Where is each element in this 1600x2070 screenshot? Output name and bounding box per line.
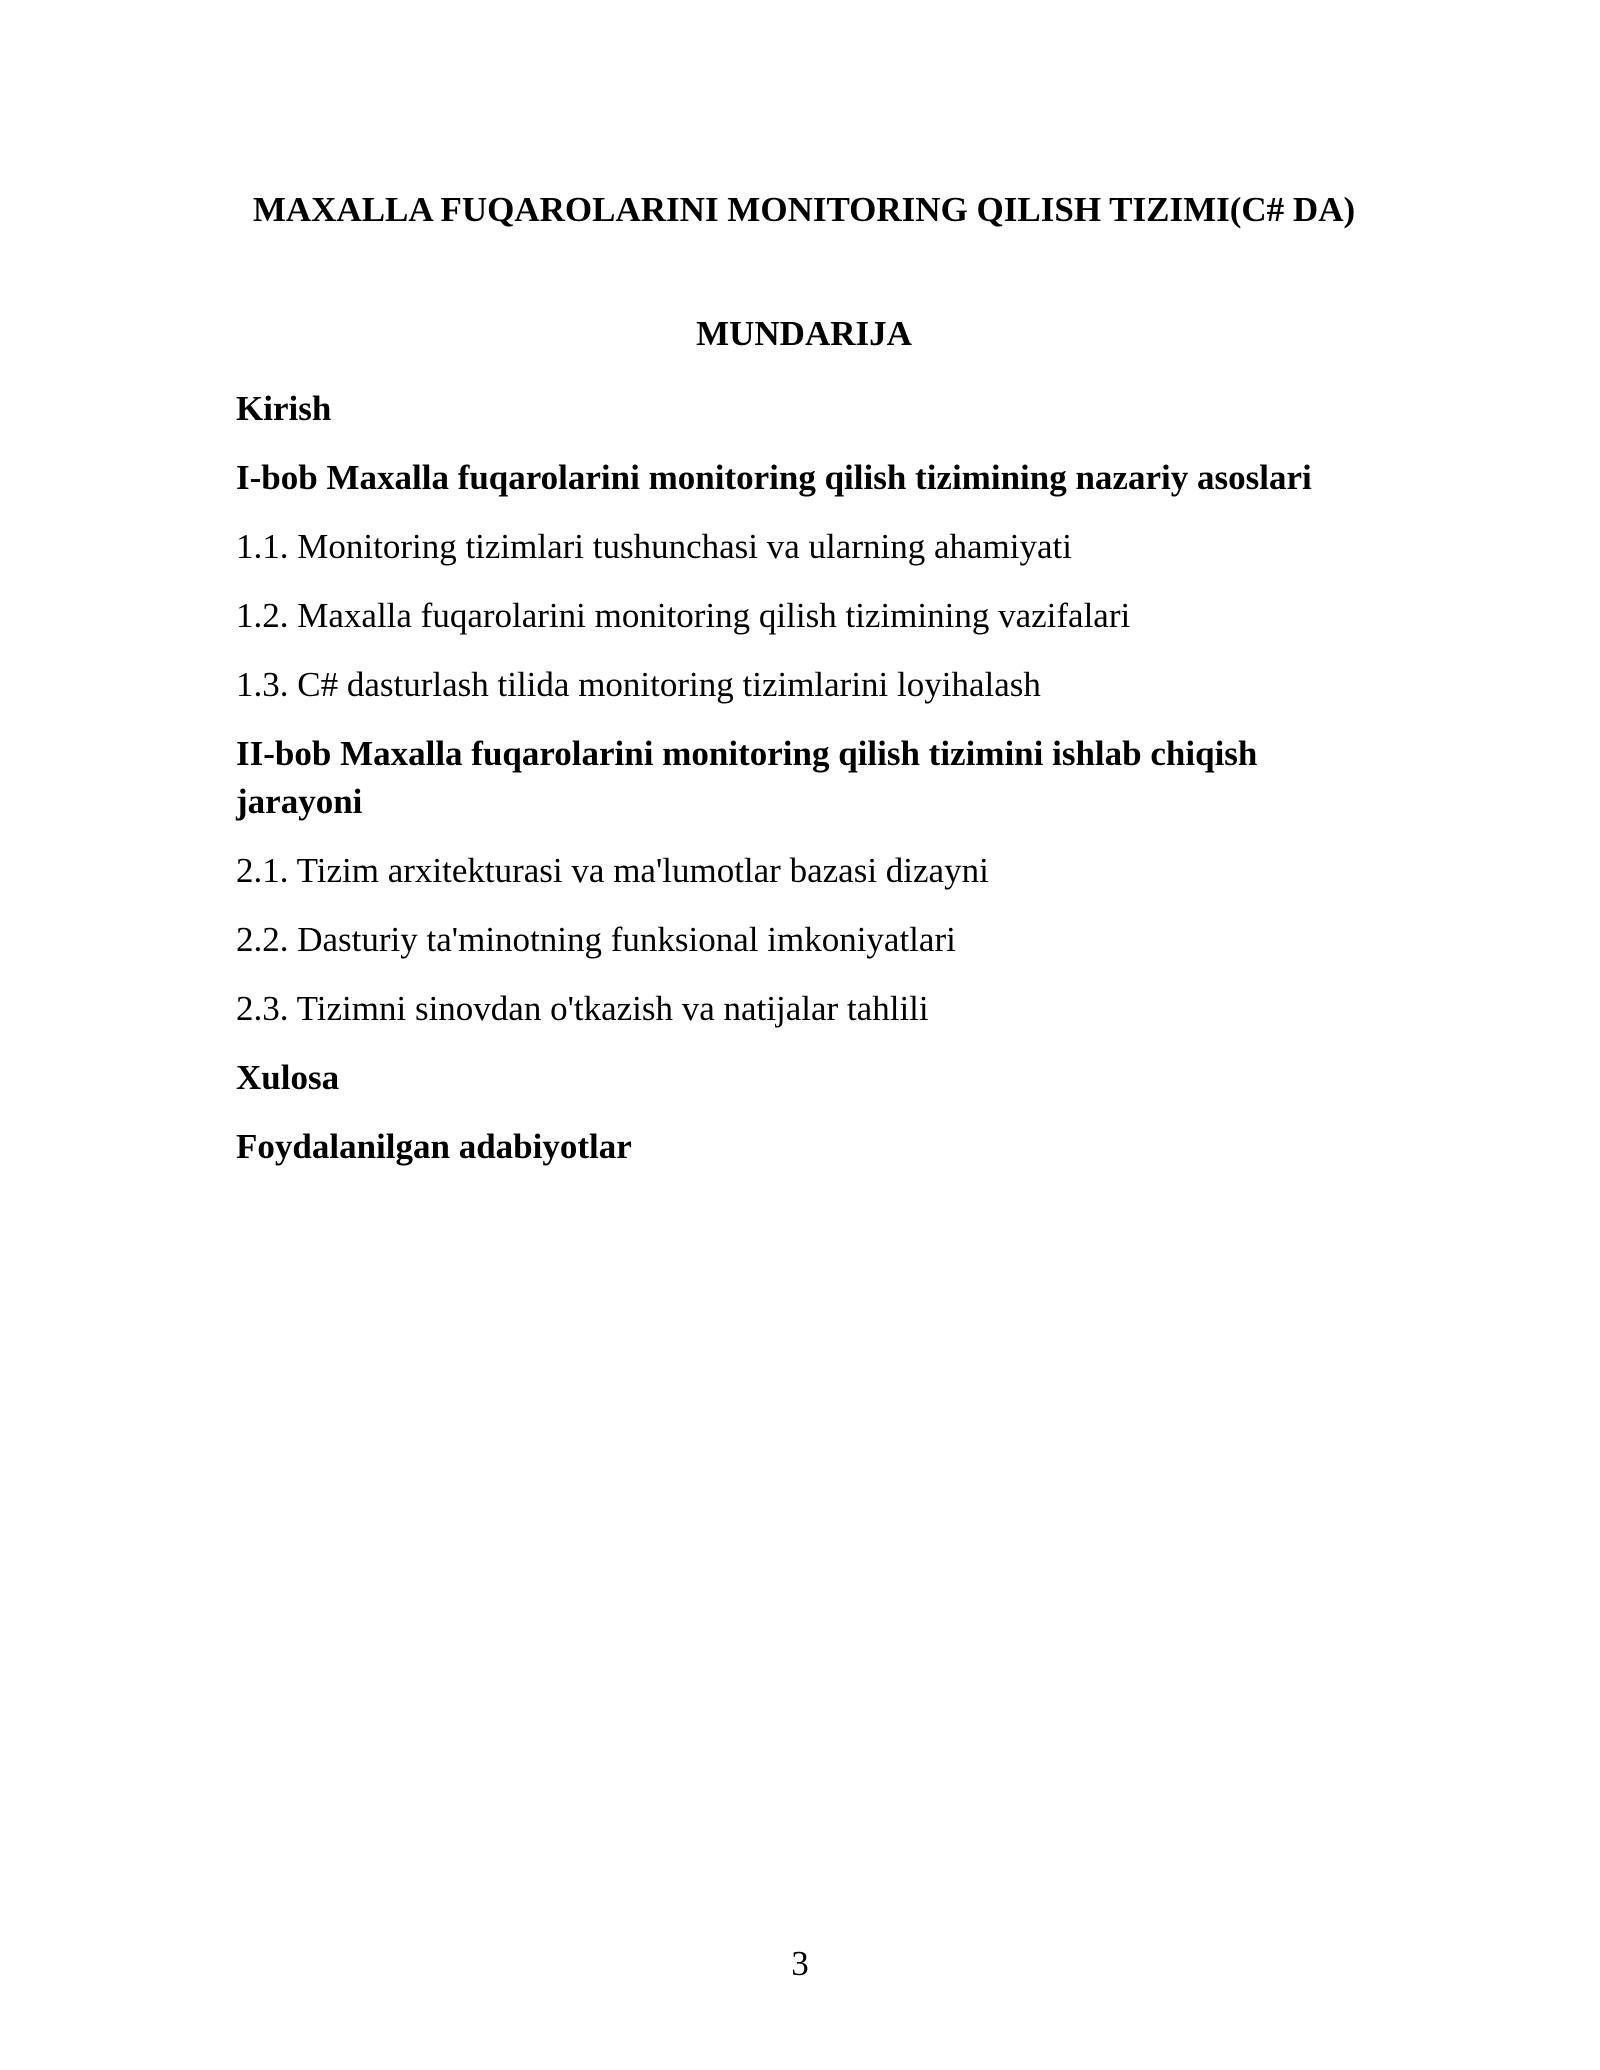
toc-entry-2-1: 2.1. Tizim arxitekturasi va ma'lumotlar bazasi dizayni [236,851,989,890]
toc-heading: MUNDARIJA [696,314,912,353]
toc-entry-references: Foydalanilgan adabiyotlar [236,1127,632,1166]
toc-entry-chapter-2: II-bob Maxalla fuqarolarini monitoring qilish tizimini ishlab chiqish jarayoni [236,734,1258,821]
toc-entry-1-1: 1.1. Monitoring tizimlari tushunchasi va ularning ahamiyati [236,527,1072,566]
table-of-contents [236,385,1386,1192]
document-title: MAXALLA FUQAROLARINI MONITORING QILISH TIZIMI(C# DA) [252,190,1356,229]
toc-entry-xulosa: Xulosa [236,1058,340,1097]
toc-entry-1-3: 1.3. C# dasturlash tilida monitoring tizimlarini loyihalash [236,665,1041,704]
toc-entry-2-2: 2.2. Dasturiy ta'minotning funksional imkoniyatlari [236,920,956,959]
toc-entry-2-3: 2.3. Tizimni sinovdan o'tkazish va natijalar tahlili [236,989,929,1028]
toc-entry-chapter-1: I-bob Maxalla fuqarolarini monitoring qilish tizimining nazariy asoslari [236,458,1312,497]
toc-entry-kirish: Kirish [236,389,332,428]
toc-entry-1-2: 1.2. Maxalla fuqarolarini monitoring qilish tizimining vazifalari [236,596,1131,635]
page-number: 3 [791,1944,809,1983]
